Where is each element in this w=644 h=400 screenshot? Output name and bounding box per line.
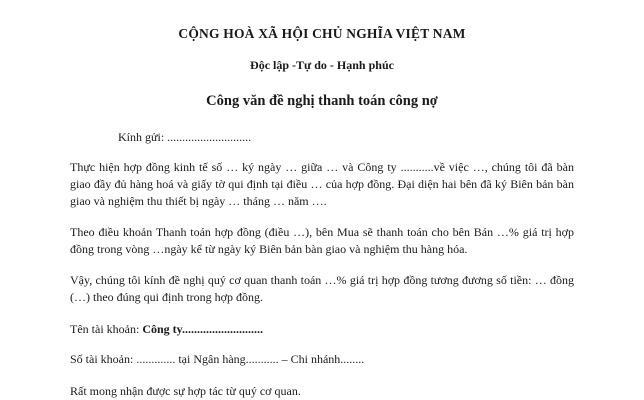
paragraph-payment-request: Vậy, chúng tôi kính đề nghị quý cơ quan thanh toán …% giá trị hợp đồng tương đương số tiền: … đồng (…) theo đúng qui định trong hợp đồng. <box>70 273 574 305</box>
paragraph-payment-terms: Theo điều khoản Thanh toán hợp đồng (điều …), bên Mua sẽ thanh toán cho bên Bán …% giá trị hợp đồng trong vòng …ngày kể từ ngày ký Biên bản bàn giao và nghiệm thu hàng hóa. <box>70 225 574 257</box>
account-name-label: Tên tài khoản: <box>70 322 143 337</box>
account-number-line: Số tài khoản: ............. tại Ngân hàng........... – Chi nhánh........ <box>70 352 365 367</box>
closing-line: Rất mong nhận được sự hợp tác từ quý cơ quan. <box>70 384 301 399</box>
account-name-line <box>70 322 574 337</box>
account-name-value: Công ty........................... <box>142 322 263 337</box>
page-title: Công văn đề nghị thanh toán công nợ <box>206 93 438 109</box>
national-motto: Độc lập -Tự do - Hạnh phúc <box>250 58 394 72</box>
recipient-line: Kính gửi: ............................ <box>118 130 252 144</box>
paragraph-contract-execution: Thực hiện hợp đồng kinh tế số … ký ngày … giữa … và Công ty ...........về việc …, chúng tôi đã bàn giao đầy đủ hàng hoá và giấy tờ qui định tại điều … của hợp đồng. Đại diện hai bên đã ký Biên bản bàn giao và nghiệm thu thiết bị ngày … tháng … năm …. <box>70 160 574 209</box>
national-title: CỘNG HOÀ XÃ HỘI CHỦ NGHĨA VIỆT NAM <box>178 26 466 41</box>
